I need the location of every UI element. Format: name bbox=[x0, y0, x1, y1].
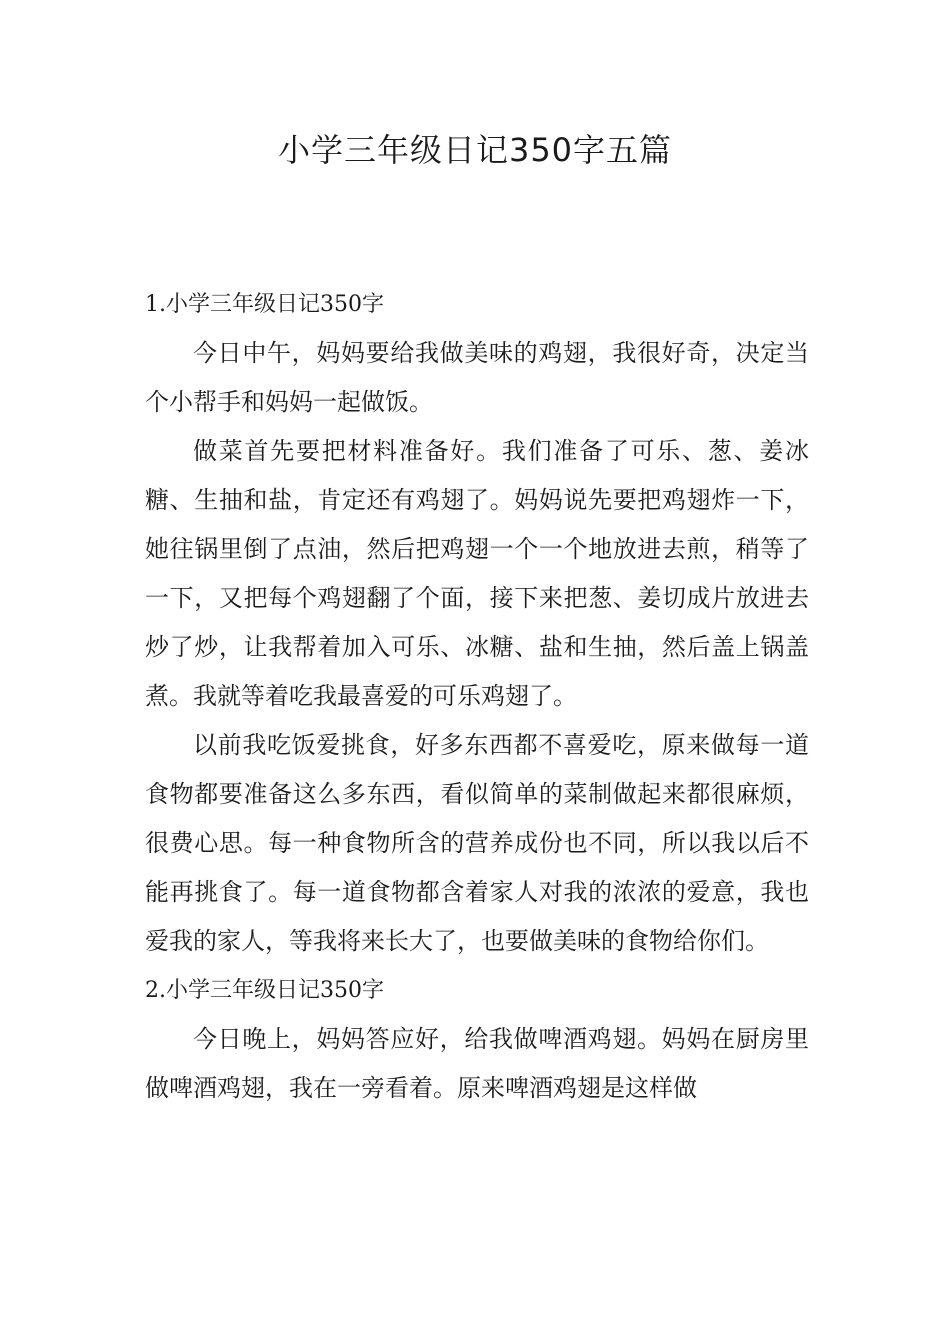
section-heading: 2.小学三年级日记350字 bbox=[145, 978, 384, 1003]
diary-section-2 bbox=[145, 966, 809, 1113]
diary-section-1 bbox=[145, 280, 809, 966]
paragraph: 今日晚上，妈妈答应好，给我做啤酒鸡翅。妈妈在厨房里做啤酒鸡翅，我在一旁看着。原来啤酒鸡翅是这样做 bbox=[145, 1025, 809, 1102]
section-heading: 1.小学三年级日记350字 bbox=[145, 292, 384, 317]
paragraph: 今日中午，妈妈要给我做美味的鸡翅，我很好奇，决定当个小帮手和妈妈一起做饭。 bbox=[145, 339, 809, 416]
paragraph: 做菜首先要把材料准备好。我们准备了可乐、葱、姜冰糖、生抽和盐，肯定还有鸡翅了。妈妈说先要把鸡翅炸一下，她往锅里倒了点油，然后把鸡翅一个一个地放进去煎，稍等了一下，又把每个鸡翅翻了个面，接下来把葱、姜切成片放进去炒了炒，让我帮着加入可乐、冰糖、盐和生抽，然后盖上锅盖煮。我就等着吃我最喜爱的可乐鸡翅了。 bbox=[145, 437, 809, 710]
document-title: 小学三年级日记350字五篇 bbox=[277, 131, 673, 169]
document-body bbox=[145, 280, 809, 1113]
paragraph: 以前我吃饭爱挑食，好多东西都不喜爱吃，原来做每一道食物都要准备这么多东西，看似简单的菜制做起来都很麻烦，很费心思。每一种食物所含的营养成份也不同，所以我以后不能再挑食了。每一道食物都含着家人对我的浓浓的爱意，我也爱我的家人，等我将来长大了，也要做美味的食物给你们。 bbox=[145, 731, 809, 955]
